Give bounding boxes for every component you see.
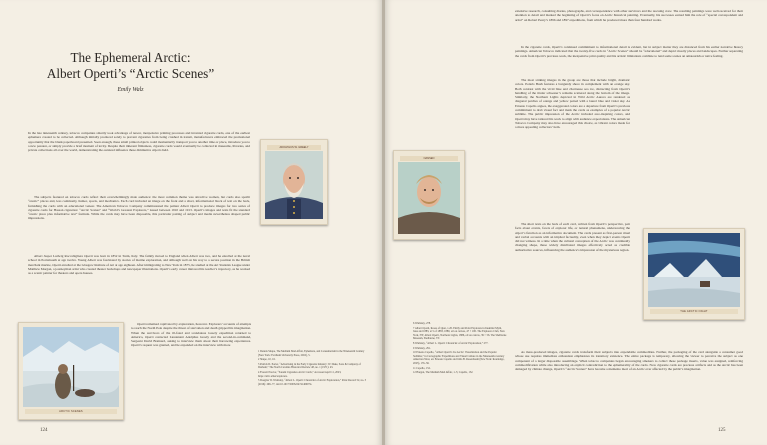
paragraph-r5: As mass-produced images, cigarette cards transform their subjects into expendable commodities. Further, the packaging of the card alongside a consumer good whose use requires immediate exhaustion emphasizes its transitory existence. The entire package is temporary, allowing the viewer to perceive the subject as one component of a larger disposable assemblage. When tobacco companies began encouraging smokers to collect these package inserts, value was assigned, reinforcing commodification while also introducing an explicit contradiction to the ephemerality of the cards. Now cigarette cards are precious artifacts and as the Arctic has been damaged by climate change, Operti’s “Arctic Scenes” have become a memento mori of an Arctic ever affected by the public’s imagination. <box>515 350 743 372</box>
article-title <box>28 50 233 82</box>
paragraph-r1: extensive research, consulting diaries, photographs, and correspondence with other survivors and the rescuing crew. The resulting paintings were well-received for their attention to detail and marked the beginning of Operti’s focus on Arctic historical painting. Eventually, his successes earned him the role of “special correspondent and artist” on Robert Peary’s 1896 and 1897 expeditions, from which he produced more than four hundred works. <box>515 9 743 22</box>
footnote: 10 Ernesto Capello, “Albert Operti’s Ice Arctic: Visualization and the Popular Sublime,” in Cartographic Expeditions and Visual Culture in the Nineteenth-Century American West, ed. Ernesto Capello and Julia B. Rosenbaum (New York: Routledge, 2023), 135–36. <box>413 351 505 365</box>
paragraph-r2: In the cigarette cards, Operti’s continued commitment to informational detail is evident, but in subject matter they are distanced from his earlier narrative history paintings. American Tobacco indicated that the twenty-five cards in “Arctic Scenes” should be “educational” and depict mostly places and landscapes. Further separating the cards from Operti’s previous work, the inexpensive print quality and his artistic limitations combine to lend some scenes an amateurish or naive feeling. <box>515 45 743 58</box>
left-page <box>0 0 382 445</box>
cigarette-card-arctic-scene <box>18 322 124 420</box>
portrait-illustration-nansen <box>398 162 460 234</box>
paragraph-2: The subjects featured on tobacco cards reflect their overwhelmingly male audience: the most common theme was attractive women, but cards also spotlit “exotic” places and, less commonly, humor, sports, and mechanics. Each card included an image on the front and a short, informational block of text on the back, furnishing the cards with an educational veneer. The American Tobacco Company commissioned the painter Albert Operti to produce images for two series of cigarette cards for Hassan cigarettes: “Arctic Scenes” and “World’s Greatest Explorers,” issued between 1910 and 1913. Operti’s images and texts fit the standard “exotic place plus informative text” formula. While the cards may have been disposable, this particular pairing of subject and media nevertheless shaped public impressions. <box>28 195 250 221</box>
cigarette-card-arctic-night <box>643 228 745 320</box>
page-number-right: 125 <box>718 428 726 433</box>
footnote: 9 Wamsley, 291. <box>413 346 431 350</box>
footnote: 2 Shupe, 10, 16. <box>258 358 276 362</box>
paragraph-4: Operti remained captivated by exploration, however. Explorers’ accounts of attempts to reach the North Pole despite the threat of starvation and death gripped his imagination. When the survivors of the ill-fated and scandalous Greely expedition returned to America, Operti contacted Lieutenant Adolphus Greely and the second-in-command, Sergeant David Brainard, asking to interview them about their harrowing experiences. Operti’s request was granted, and he expanded on the interview with more <box>131 322 251 348</box>
portrait-illustration-greely <box>265 151 323 219</box>
arctic-night-illustration <box>648 233 740 307</box>
footnote: 5 Douglas W. Wamsley, “Albert L. Operti: Chronicler of Arctic Exploration,” Polar Record 52, no. 3 (2016): 296–77, doi:10.1017/S003224741400074. <box>258 379 367 386</box>
cigarette-card-nansen <box>393 150 465 240</box>
title-line-1: The Ephemeral Arctic: <box>70 50 191 65</box>
footnote: 1 Dennis Shupe, The Medium Mad Affair, Ephemera, and Consumerism in the Nineteenth Century (New York: Fordham University Press, 2016), 5. <box>258 350 365 357</box>
footnote: 4 Everett Proctor, “Sanam Cigarettes Arctic Cards,” Accessed April 11, 2023, https://artic.elder/explorers. <box>258 370 342 378</box>
footnotes-right <box>413 322 507 376</box>
footnote: 6 Wamsley, 278. <box>413 322 431 325</box>
footnote: 7 Albert Operti, Roses of Quar, 1.20. Emily and Polar Explorers in Inuktitut Myth, June and 1883, at 5 of 1883, 1880, oil on canvas, 47 × 100. The Explorers Club, New York, NY; Albert Operti, Northern Lights, 1886, oil on canvas, 39 × 56. The Shelburne Museum, Shelburne, VT. <box>413 326 507 341</box>
card-caption: ADOLPHUS W. GREELY <box>267 145 321 150</box>
paragraph-r3: The most striking images in the group are those that include bright, dramatic colors. Polaris Bush features a burgundy shore in complement with an orange sky. Both contrast with the vivid blue and chartreuse sea ice, distracting from Operti’s handling of the titular schooner’s remains scattered along the bottom of the image. Similarly, the Northern Lights depicted in Wild Arctic Aurora are rendered as diagonal patches of orange and yellow paired with a laurel blue and violet sky. As Ernesto Capello argues, the exaggerated colors are a departure from Operti’s previous commitment to drab visual fact and mark the cards as examples of a popular Arctic sublime. The public impression of the Arctic included awe-inspiring colors, and Operti may have tailored his work to align with audience expectations. The American Tobacco Company may also have encouraged this choice, as vibrant colors made for a more appealing collectors’ item. <box>515 78 630 130</box>
card-caption: NANSEN <box>400 156 458 161</box>
cigarette-card-greely <box>260 139 328 225</box>
title-line-2: Albert Operti’s “Arctic Scenes” <box>46 66 215 81</box>
footnotes-left <box>258 350 368 387</box>
paragraph-1: In the late nineteenth century, tobacco companies smartly took advantage of newer, inexpensive printing processes and invented cigarette cards, one of the earliest ephemera created to be collected. Although initially produced solely to prevent cigarettes from being crushed in transit, manufacturers embraced the promotional opportunity that the blank paperboard presented. Soon enough, these small printed objects could momentarily transport you to another time or place, introduce you to a new passion, or simply provide a brief moment of levity. Despite their inherent flimsiness, cigarette cards would eventually be collected in museums, libraries, and private collections all over the world, demonstrating the outsized influence these diminutive objects held. <box>28 131 250 153</box>
author-byline: Emily Walz <box>117 87 144 93</box>
footnote: 11 Capello, 152. <box>413 366 431 370</box>
right-page <box>385 0 767 445</box>
card-caption: THE ARCTIC NIGHT <box>650 309 738 314</box>
footnote: 3 Patrick D. Porter, “Advertising in the Early Cigarette Industry: W. Duke, Sons & Company of Durham,” The North Carolina Historical Review 48, no. 1 (1971): 43. <box>258 362 361 370</box>
arctic-scene-illustration <box>23 327 119 407</box>
card-caption: ARCTIC SCENES <box>25 409 117 414</box>
paragraph-3: Albert Jasper Ludwig Roccabigliera Operti was born in 1852 in Turin, Italy. The family moved to England when Albert was two, and he enrolled at the naval school in Portsmouth at age twelve. Young Albert was fascinated by stories of marine exploration, and although well on his way to a secure position in the British merchant marine, Operti enrolled at the Glasgow Institute of Art at age eighteen. After immigrating to New York in 1875, he studied at the Art Students League under Matthew Morgan, a journeyman artist who created theater backdrops and newspaper illustrations. Operti’s early career mirrored his teacher’s trajectory, as he worked as a scenic painter for theaters and opera houses. <box>28 254 250 276</box>
page-number-left: 124 <box>40 428 48 433</box>
paragraph-r4: The short texts on the back of each card, written from Operti’s perspective, pair facts about events, facets of explorer life, or natural phenomena, underscoring the object’s function as an informative document. The cards present as first-person ritual and verbal accounts with an implied factuality, even when they depict events Operti did not witness. In a time when the cultural conception of the Arctic was continually changing shape, these widely distributed images effectively acted as credible authoritative sources, influencing the audience’s impression of the mysterious region. <box>515 222 630 252</box>
footnote: 8 Wamsley, “Albert L. Operti: Chronicler of Arctic Exploration,” 277. <box>413 341 489 345</box>
footnote: 12 Hargen, The Medium Mad Affair, 1–5; Capello, 152. <box>413 371 474 375</box>
